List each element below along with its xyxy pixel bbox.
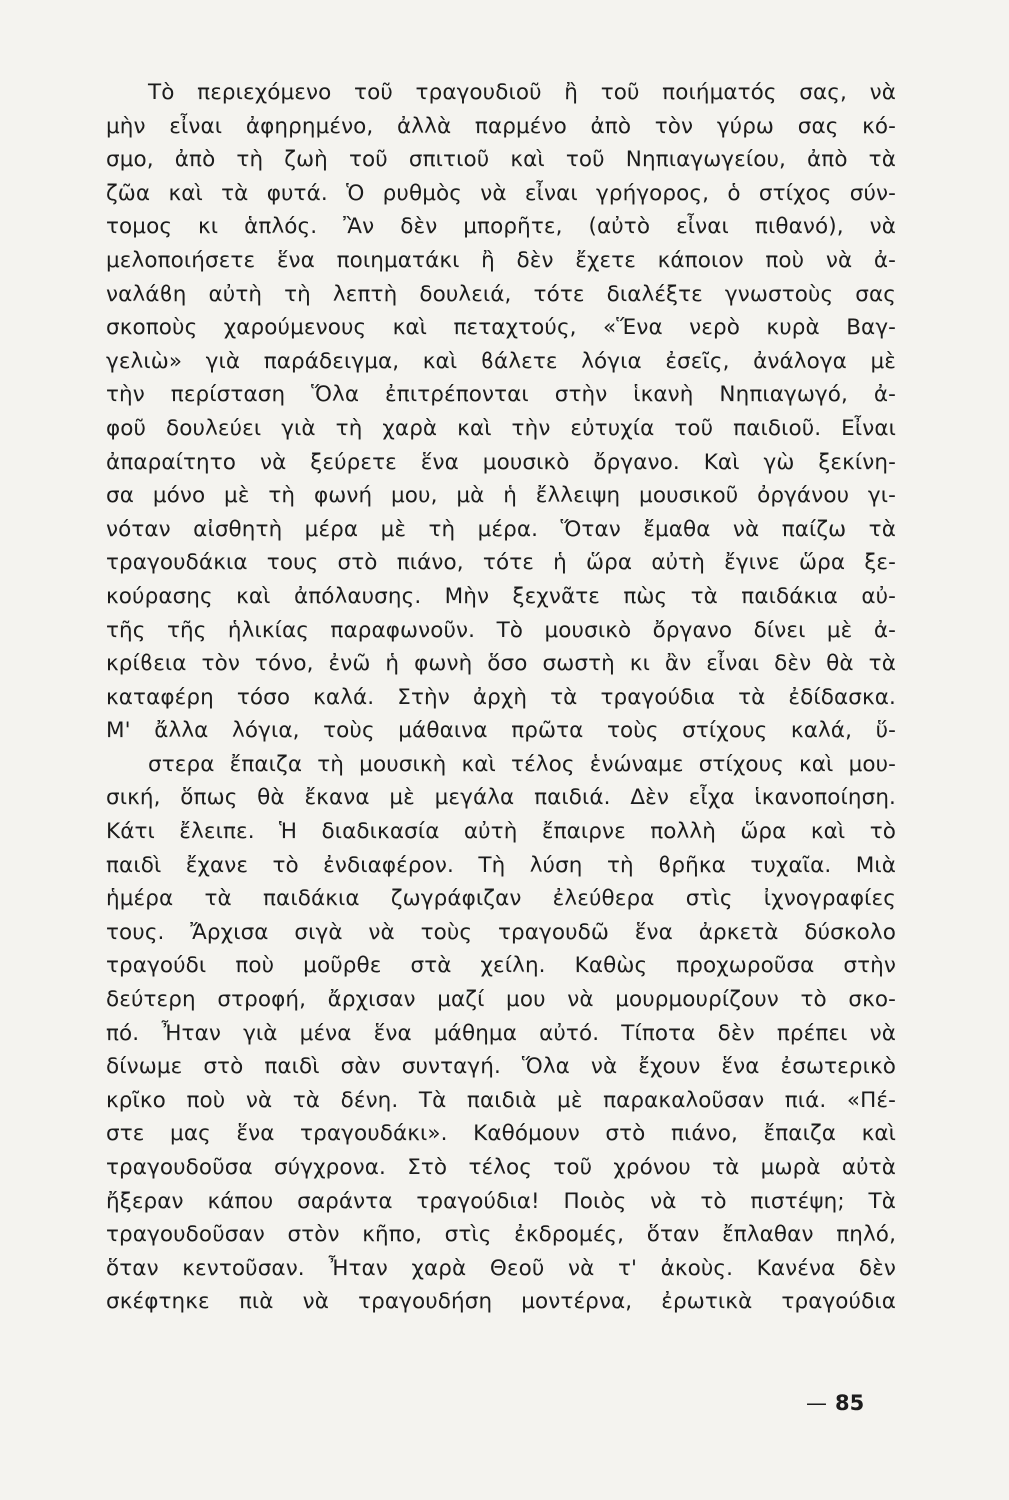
text-line: πό. Ἦταν γιὰ μένα ἕνα μάθημα αὐτό. Τίποτα δὲν πρέπει νὰ xyxy=(106,1020,896,1046)
text-line: ἡμέρα τὰ παιδάκια ζωγράφιζαν ἐλεύθερα στὶς ἰχνογραφίες xyxy=(106,886,896,912)
text-line: σμο, ἀπὸ τὴ ζωὴ τοῦ σπιτιοῦ καὶ τοῦ Νηπιαγωγείου, ἀπὸ τὰ xyxy=(106,147,896,173)
text-line: κρῖκο ποὺ νὰ τὰ δένη. Τὰ παιδιὰ μὲ παρακαλοῦσαν πιά. «Πέ- xyxy=(106,1087,896,1113)
footer-dash: — xyxy=(806,1391,827,1415)
text-line: Τὸ περιεχόμενο τοῦ τραγουδιοῦ ἢ τοῦ ποιήματός σας, νὰ xyxy=(148,80,896,105)
text-line: σα μόνο μὲ τὴ φωνή μου, μὰ ἡ ἔλλειψη μουσικοῦ ὀργάνου γι- xyxy=(106,483,896,509)
page-footer xyxy=(806,1388,864,1418)
text-line: ναλάϐη αὐτὴ τὴ λεπτὴ δουλειά, τότε διαλέξτε γνωστοὺς σας xyxy=(106,281,896,307)
text-line: σική, ὅπως θὰ ἔκανα μὲ μεγάλα παιδιά. Δὲν εἶχα ἱκανοποίηση. xyxy=(106,785,896,811)
text-line: ἤξεραν κάπου σαράντα τραγούδια! Ποιὸς νὰ τὸ πιστέψη; Τὰ xyxy=(106,1188,896,1214)
text-line: Κάτι ἔλειπε. Ἡ διαδικασία αὐτὴ ἔπαιρνε πολλὴ ὥρα καὶ τὸ xyxy=(106,819,896,845)
text-line: δίνωμε στὸ παιδὶ σὰν συνταγή. Ὅλα νὰ ἔχουν ἕνα ἐσωτερικὸ xyxy=(106,1054,896,1080)
text-line: τους. Ἄρχισα σιγὰ νὰ τοὺς τραγουδῶ ἕνα ἀρκετὰ δύσκολο xyxy=(106,919,896,945)
text-line: τραγούδι ποὺ μοῦρθε στὰ χείλη. Καθὼς προχωροῦσα στὴν xyxy=(106,953,896,979)
text-line: νόταν αἰσθητὴ μέρα μὲ τὴ μέρα. Ὅταν ἔμαθα νὰ παίζω τὰ xyxy=(106,516,896,542)
text-line: μὴν εἶναι ἀφηρημένο, ἀλλὰ παρμένο ἀπὸ τὸν γύρω σας κό- xyxy=(106,113,896,139)
text-line: κρίϐεια τὸν τόνο, ἐνῶ ἡ φωνὴ ὅσο σωστὴ κι ἂν εἶναι δὲν θὰ τὰ xyxy=(106,651,896,677)
text-line: τραγουδάκια τους στὸ πιάνο, τότε ἡ ὥρα αὐτὴ ἔγινε ὥρα ξε- xyxy=(106,550,896,576)
text-line: σκέφτηκε πιὰ νὰ τραγουδήση μοντέρνα, ἐρωτικὰ τραγούδια xyxy=(106,1289,896,1315)
text-line: ὅταν κεντοῦσαν. Ἦταν χαρὰ Θεοῦ νὰ τ' ἀκοὺς. Κανένα δὲν xyxy=(106,1255,896,1281)
text-line: παιδὶ ἔχανε τὸ ἐνδιαφέρον. Τὴ λύση τὴ ϐρῆκα τυχαῖα. Μιὰ xyxy=(106,852,896,878)
text-line: ἀπαραίτητο νὰ ξεύρετε ἕνα μουσικὸ ὄργανο. Καὶ γὼ ξεκίνη- xyxy=(106,449,896,475)
text-line: μελοποιήσετε ἕνα ποιηματάκι ἢ δὲν ἔχετε κάποιον ποὺ νὰ ἀ- xyxy=(106,247,896,273)
text-line: κούρασης καὶ ἀπόλαυσης. Μὴν ξεχνᾶτε πὼς τὰ παιδάκια αὐ- xyxy=(106,583,896,609)
text-line: τραγουδοῦσαν στὸν κῆπο, στὶς ἐκδρομές, ὅταν ἔπλαθαν πηλό, xyxy=(106,1222,896,1248)
page-number: 85 xyxy=(835,1391,865,1415)
text-line: τομος κι ἁπλός. Ἂν δὲν μπορῆτε, (αὐτὸ εἶναι πιθανό), νὰ xyxy=(106,214,896,240)
text-line: στερα ἔπαιζα τὴ μουσικὴ καὶ τέλος ἑνώναμε στίχους καὶ μου- xyxy=(148,751,896,777)
text-line: δεύτερη στροφή, ἄρχισαν μαζί μου νὰ μουρμουρίζουν τὸ σκο- xyxy=(106,987,896,1013)
text-line: στε μας ἕνα τραγουδάκι». Καθόμουν στὸ πιάνο, ἔπαιζα καὶ xyxy=(106,1121,896,1147)
text-line: Μ' ἄλλα λόγια, τοὺς μάθαινα πρῶτα τοὺς στίχους καλά, ὕ- xyxy=(106,718,896,744)
text-line: φοῦ δουλεύει γιὰ τὴ χαρὰ καὶ τὴν εὐτυχία τοῦ παιδιοῦ. Εἶναι xyxy=(106,415,896,441)
text-line: ζῶα καὶ τὰ φυτά. Ὁ ρυθμὸς νὰ εἶναι γρήγορος, ὁ στίχος σύν- xyxy=(106,180,896,206)
body-text xyxy=(106,76,896,1319)
text-line: τῆς τῆς ἡλικίας παραφωνοῦν. Τὸ μουσικὸ ὄργανο δίνει μὲ ἀ- xyxy=(106,617,896,643)
text-line: γελιὼ» γιὰ παράδειγμα, καὶ ϐάλετε λόγια ἐσεῖς, ἀνάλογα μὲ xyxy=(106,348,896,374)
text-line: τραγουδοῦσα σύγχρονα. Στὸ τέλος τοῦ χρόνου τὰ μωρὰ αὐτὰ xyxy=(106,1155,896,1180)
text-line: καταφέρη τόσο καλά. Στὴν ἀρχὴ τὰ τραγούδια τὰ ἐδίδασκα. xyxy=(106,684,896,710)
text-line: τὴν περίσταση Ὅλα ἐπιτρέπονται στὴν ἱκανὴ Νηπιαγωγό, ἀ- xyxy=(106,382,896,408)
text-line: σκοποὺς χαρούμενους καὶ πεταχτούς, «Ἕνα νερὸ κυρὰ Βαγ- xyxy=(106,315,896,341)
